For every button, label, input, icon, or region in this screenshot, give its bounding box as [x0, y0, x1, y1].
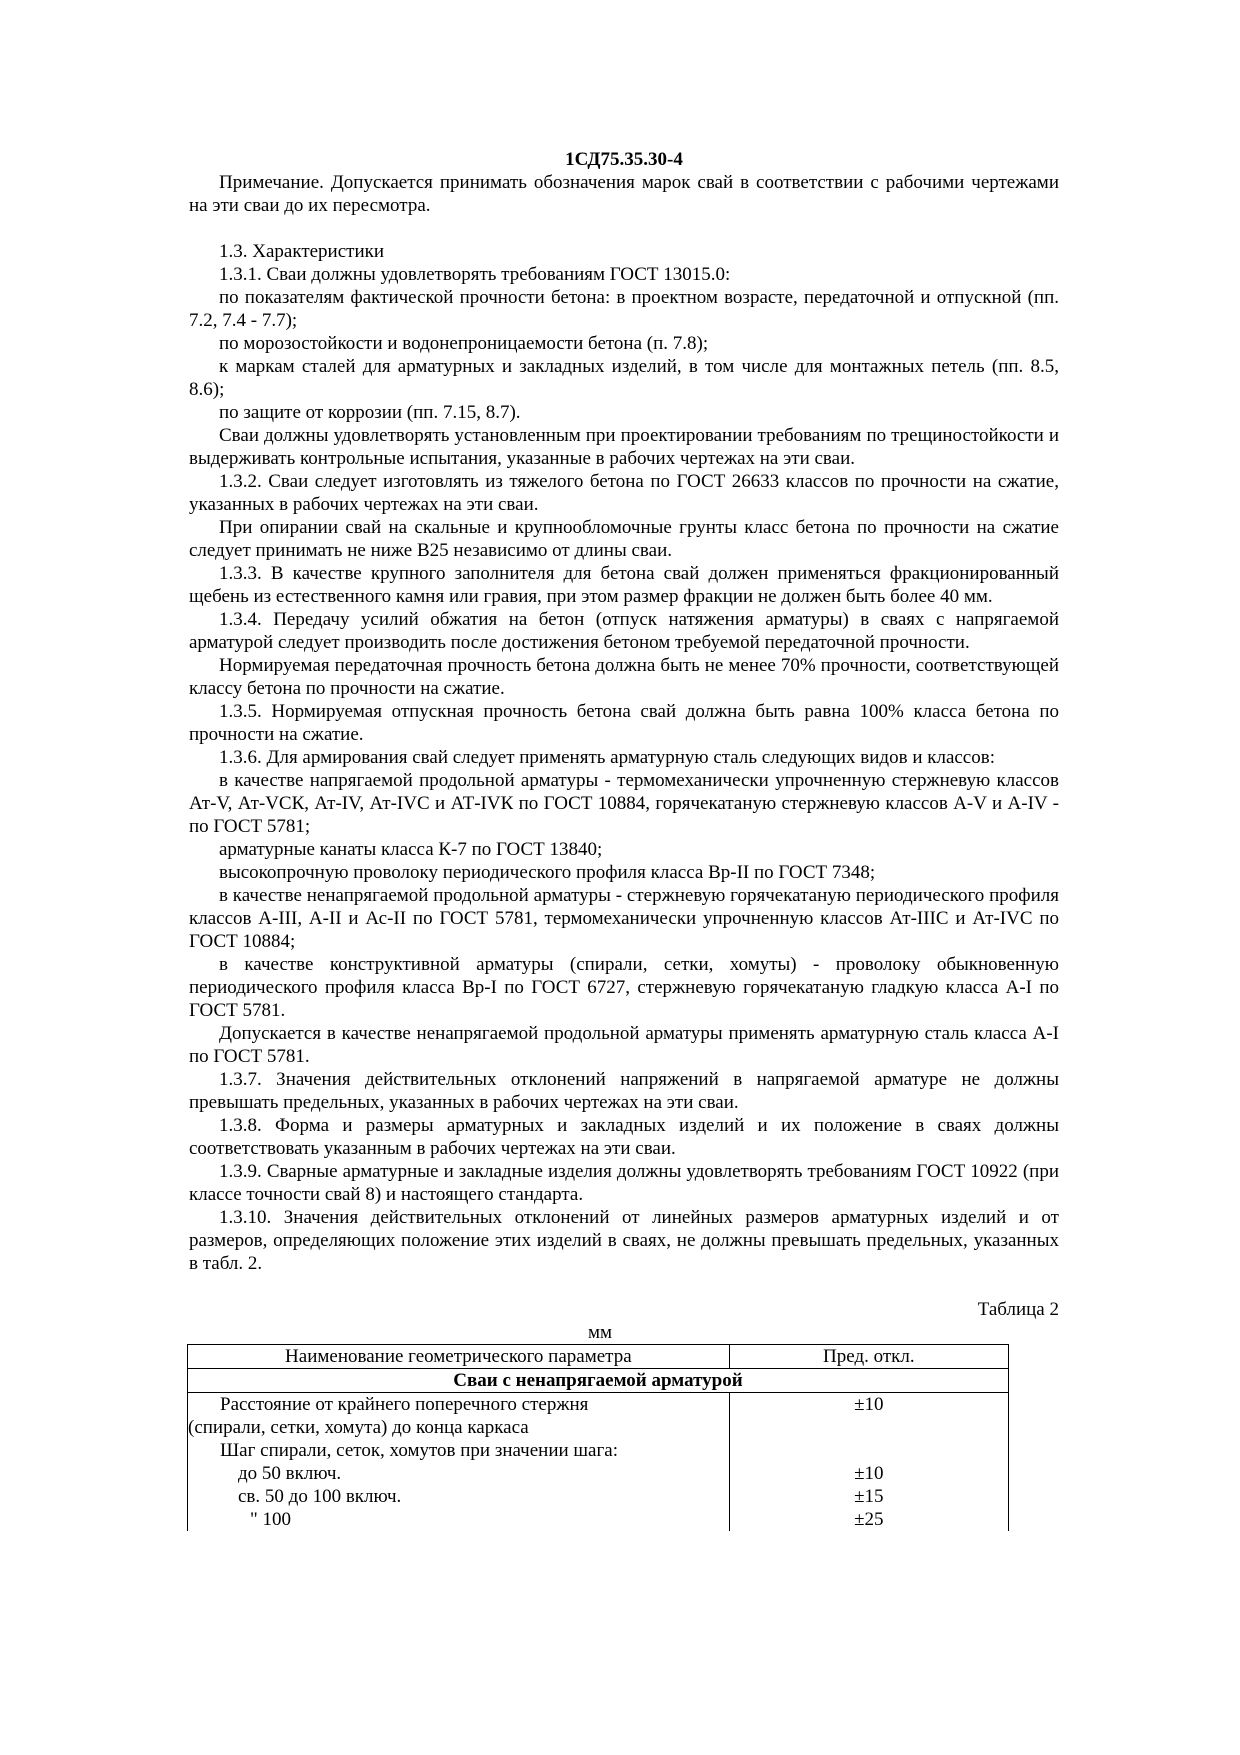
- table-cell-value: ±15: [729, 1485, 1008, 1508]
- paragraph: по защите от коррозии (пп. 7.15, 8.7).: [219, 402, 521, 423]
- table-row: [188, 1485, 1009, 1508]
- table-row: [188, 1462, 1009, 1485]
- table-section-title: Сваи с ненапрягаемой арматурой: [188, 1369, 1009, 1393]
- paragraph: 1.3.7. Значения действительных отклонений напряжений в напрягаемой арматуре не должны превышать предельных, указанных в рабочих чертежах на эти сваи.: [189, 1069, 1059, 1113]
- table-unit: мм: [587, 1322, 613, 1343]
- table-cell-param: до 50 включ.: [188, 1462, 730, 1485]
- paragraph: в качестве ненапрягаемой продольной арматуры - стержневую горячекатаную периодического профиля классов А-III, А-II и Ас-II по ГОСТ 5781, термомеханически упрочненную классов Ат-IIIС и Ат-IVС по ГОСТ 10884;: [189, 885, 1059, 952]
- paragraph: 1.3.3. В качестве крупного заполнителя для бетона свай должен применяться фракционированный щебень из естественного камня или гравия, при этом размер фракции не должен быть более 40 мм.: [189, 563, 1059, 607]
- table-cell-value: [729, 1439, 1008, 1462]
- document-page: [189, 148, 1059, 1531]
- spacer: [189, 1275, 1059, 1298]
- paragraph: 1.3.8. Форма и размеры арматурных и закладных изделий и их положение в сваях должны соответствовать указанным в рабочих чертежах на эти сваи.: [189, 1115, 1059, 1159]
- paragraph: Нормируемая передаточная прочность бетона должна быть не менее 70% прочности, соответствующей классу бетона по прочности на сжатие.: [189, 655, 1059, 699]
- table-header-param: Наименование геометрического параметра: [188, 1345, 730, 1369]
- table-cell-param: св. 50 до 100 включ.: [188, 1485, 730, 1508]
- table-cell-line: (спирали, сетки, хомута) до конца каркаса: [188, 1417, 529, 1438]
- table-cell-value: ±10: [729, 1462, 1008, 1485]
- table-header-value: Пред. откл.: [729, 1345, 1008, 1369]
- tolerance-table: [187, 1344, 1009, 1531]
- paragraph: высокопрочную проволоку периодического профиля класса Вр-II по ГОСТ 7348;: [219, 862, 876, 883]
- paragraph: 1.3.2. Сваи следует изготовлять из тяжелого бетона по ГОСТ 26633 классов по прочности на сжатие, указанных в рабочих чертежах на эти сваи.: [189, 471, 1059, 515]
- paragraph: арматурные канаты класса К-7 по ГОСТ 13840;: [219, 839, 603, 860]
- table-cell-param: [188, 1393, 730, 1440]
- table-caption: Таблица 2: [977, 1299, 1059, 1320]
- table-cell-value: ±10: [729, 1393, 1008, 1440]
- paragraph: 1.3. Характеристики: [219, 241, 385, 262]
- table-row: [188, 1393, 1009, 1440]
- paragraph: 1.3.5. Нормируемая отпускная прочность бетона свай должна быть равна 100% класса бетона по прочности на сжатие.: [189, 701, 1059, 745]
- table-header-row: [188, 1345, 1009, 1369]
- table-cell-param: " 100: [188, 1508, 730, 1531]
- paragraph: Допускается в качестве ненапрягаемой продольной арматуры применять арматурную сталь класса А-I по ГОСТ 5781.: [189, 1023, 1059, 1067]
- spacer: [189, 217, 1059, 240]
- paragraph: 1.3.4. Передачу усилий обжатия на бетон (отпуск натяжения арматуры) в сваях с напрягаемой арматурой следует производить после достижения бетоном требуемой передаточной прочности.: [189, 609, 1059, 653]
- document-code: 1СД75.35.30-4: [565, 149, 683, 170]
- table-cell-value: ±25: [729, 1508, 1008, 1531]
- table-row: [188, 1508, 1009, 1531]
- paragraph: 1.3.1. Сваи должны удовлетворять требованиям ГОСТ 13015.0:: [219, 264, 731, 285]
- table-section-row: [188, 1369, 1009, 1393]
- paragraph: по морозостойкости и водонепроницаемости бетона (п. 7.8);: [219, 333, 709, 354]
- paragraph: 1.3.6. Для армирования свай следует применять арматурную сталь следующих видов и классов:: [219, 747, 995, 768]
- table-row: [188, 1439, 1009, 1462]
- paragraph: в качестве напрягаемой продольной арматуры - термомеханически упрочненную стержневую классов Ат-V, Ат-VСК, Ат-IV, Ат-IVС и АТ-IVК по ГОСТ 10884, горячекатаную стержневую классов А-V и А-IV - по ГОСТ 5781;: [189, 770, 1059, 837]
- table-cell-param: Шаг спирали, сеток, хомутов при значении шага:: [188, 1439, 730, 1462]
- paragraph: к маркам сталей для арматурных и закладных изделий, в том числе для монтажных петель (пп. 8.5, 8.6);: [189, 356, 1059, 400]
- paragraph: 1.3.9. Сварные арматурные и закладные изделия должны удовлетворять требованиям ГОСТ 10922 (при классе точности свай 8) и настоящего стандарта.: [189, 1161, 1059, 1205]
- paragraph: по показателям фактической прочности бетона: в проектном возрасте, передаточной и отпускной (пп. 7.2, 7.4 - 7.7);: [189, 287, 1059, 331]
- paragraph: в качестве конструктивной арматуры (спирали, сетки, хомуты) - проволоку обыкновенную периодического профиля класса Вр-I по ГОСТ 6727, стержневую горячекатаную гладкую класса А-I по ГОСТ 5781.: [189, 954, 1059, 1021]
- paragraph: При опирании свай на скальные и крупнообломочные грунты класс бетона по прочности на сжатие следует принимать не ниже В25 независимо от длины сваи.: [189, 517, 1059, 561]
- paragraph: Сваи должны удовлетворять установленным при проектировании требованиям по трещиностойкости и выдерживать контрольные испытания, указанные в рабочих чертежах на эти сваи.: [189, 425, 1059, 469]
- note-paragraph: Примечание. Допускается принимать обозначения марок свай в соответствии с рабочими чертежами на эти сваи до их пересмотра.: [189, 172, 1059, 216]
- table-cell-line: Расстояние от крайнего поперечного стержня: [220, 1394, 589, 1415]
- paragraph: 1.3.10. Значения действительных отклонений от линейных размеров арматурных изделий и от размеров, определяющих положение этих изделий в сваях, не должны превышать предельных, указанных в табл. 2.: [189, 1207, 1059, 1274]
